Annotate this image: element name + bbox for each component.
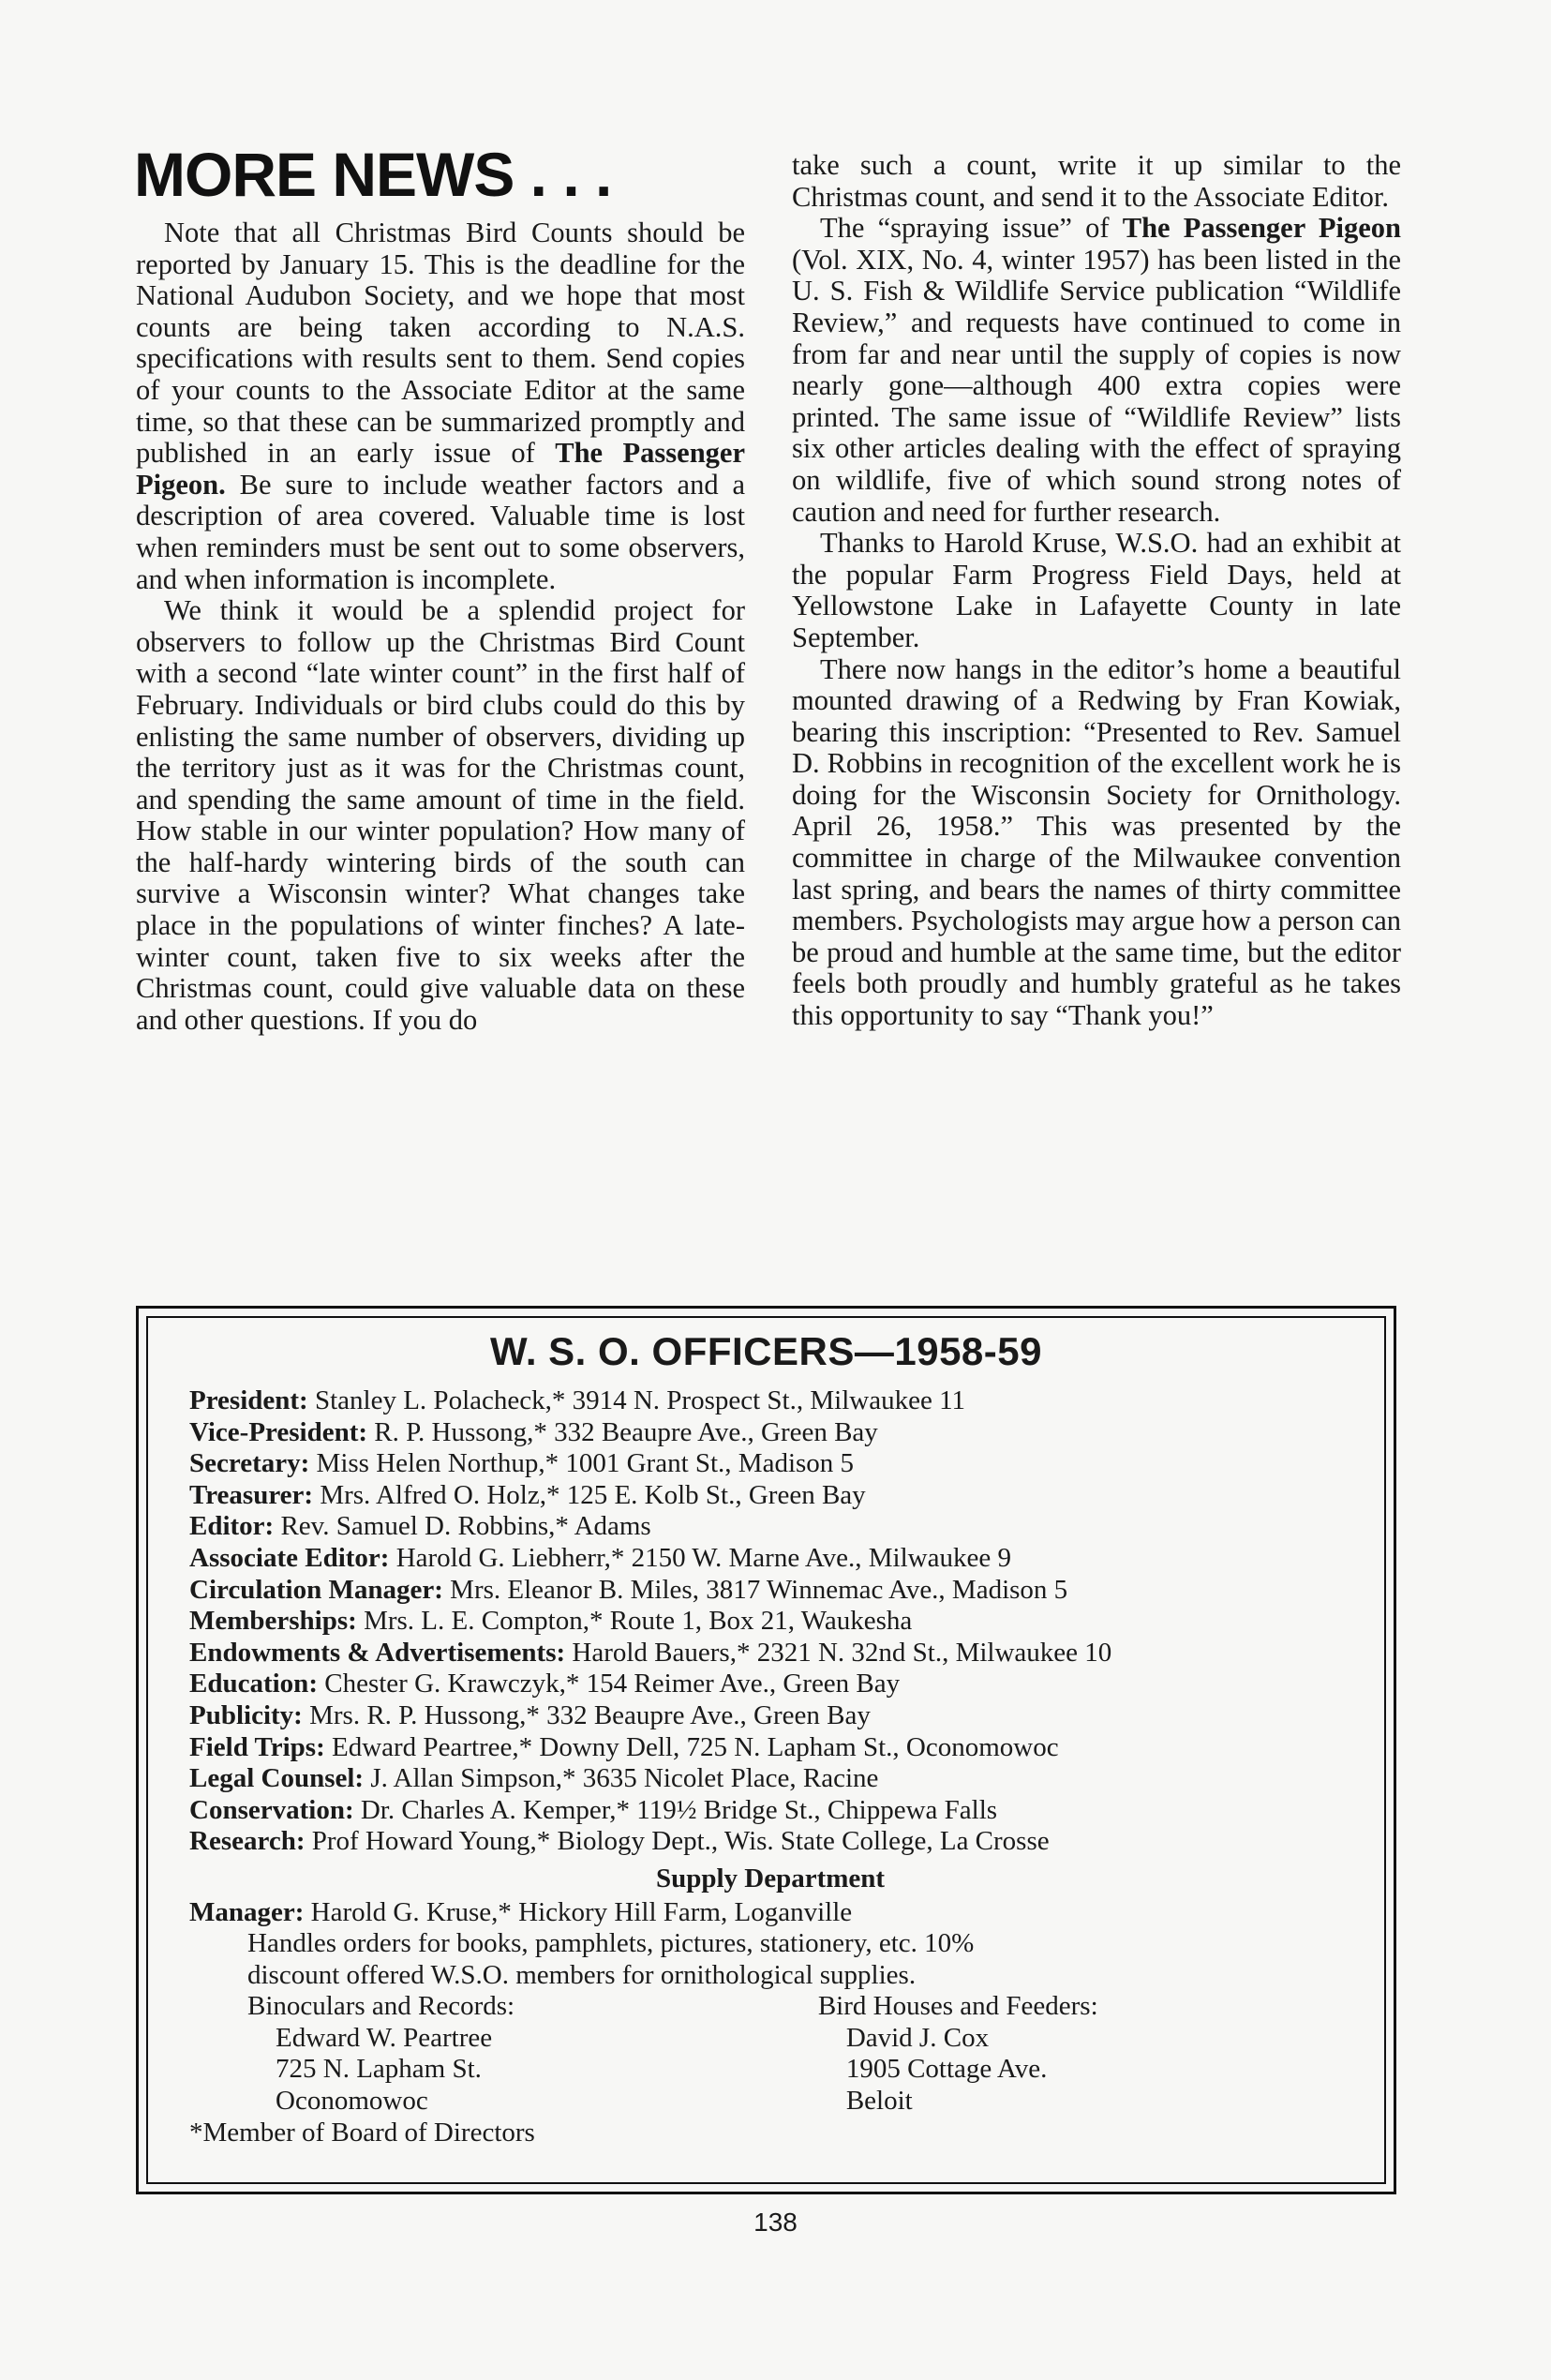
binoculars-heading: Binoculars and Records:	[247, 1991, 515, 2022]
officer-details: Harold G. Kruse,* Hickory Hill Farm, Loganville	[304, 1896, 853, 1927]
officer-entry	[189, 1732, 1370, 1764]
officer-entry	[189, 1417, 1370, 1449]
contact-line: 1905 Cottage Ave.	[845, 2054, 1048, 2085]
contact-line: Edward W. Peartree	[276, 2022, 493, 2053]
paragraph-text: Note that all Christmas Bird Counts should be reported by January 15. This is the deadline for the National Audubon Society, and we hope that most counts are being taken according to N.A.S. specifications with results sent to them. Send copies of your counts to the Associate Editor at the same time, so that these can be summarized promptly and published in an early issue of	[136, 217, 745, 470]
officer-details: Mrs. Eleanor B. Miles, 3817 Winnemac Ave., Madison 5	[442, 1574, 1068, 1605]
officer-details: Harold G. Liebherr,* 2150 W. Marne Ave., Milwaukee 9	[389, 1542, 1011, 1573]
page-number: 138	[753, 2208, 798, 2237]
officer-entry	[189, 1543, 1370, 1575]
contact-line: 725 N. Lapham St.	[276, 2054, 482, 2085]
officer-role: Endowments & Advertisements:	[189, 1637, 566, 1668]
officer-role: Conservation:	[189, 1794, 354, 1825]
officers-box	[136, 1306, 1396, 2194]
bird-houses-contact	[818, 1991, 1370, 2117]
officer-role: Publicity:	[189, 1699, 303, 1730]
right-column	[792, 150, 1401, 1032]
officer-details: Mrs. R. P. Hussong,* 332 Beaupre Ave., Green Bay	[302, 1699, 871, 1730]
officer-role: Memberships:	[189, 1606, 357, 1637]
supply-contacts	[189, 1991, 1370, 2117]
officer-role: Circulation Manager:	[189, 1574, 443, 1605]
officers-title: W. S. O. OFFICERS—1958-59	[490, 1329, 1042, 1373]
officer-role: Research:	[189, 1826, 306, 1857]
officers-box-inner-border	[146, 1316, 1386, 2184]
paragraph-redwing-drawing: There now hangs in the editor’s home a beautiful mounted drawing of a Redwing by Fran Kowiak, bearing this inscription: “Presented to Rev. Samuel D. Robbins in recognition of the excellent work he is doing for the Wisconsin Society for Ornithology. April 26, 1958.” This was presented by the committee in charge of the Milwaukee convention last spring, and bears the names of thirty committee members. Psychologists may argue how a person can be proud and humble at the same time, but the editor feels both proudly and humbly grateful as he takes this opportunity to say “Thank you!”	[792, 652, 1401, 1032]
supply-department-heading: Supply Department	[655, 1863, 886, 1894]
officer-details: R. P. Hussong,* 332 Beaupre Ave., Green Bay	[367, 1416, 878, 1447]
paragraph-late-winter-count: We think it would be a splendid project for observers to follow up the Christmas Bird Count with a second “late winter count” in the first half of February. Individuals or bird clubs could do this by enlisting the same number of observers, dividing up the territory just as it was for the Christmas count, and spending the same amount of time in the field. How stable in our winter population? How many of the half-hardy wintering birds of the south can survive a Wisconsin winter? What changes take place in the populations of winter finches? A late-winter count, taken five to six weeks after the Christmas count, could give valuable data on these and other questions. If you do	[136, 594, 745, 1036]
officer-entry	[189, 1826, 1370, 1858]
officer-entry	[189, 1763, 1370, 1795]
officer-role: Education:	[189, 1669, 318, 1699]
paragraph-continuation: take such a count, write it up similar to the Christmas count, and send it to the Associate Editor.	[792, 149, 1401, 213]
officer-entry	[189, 1638, 1370, 1669]
officer-details: Chester G. Krawczyk,* 154 Reimer Ave., Green Bay	[317, 1669, 901, 1699]
supply-manager	[189, 1897, 1370, 1929]
officer-entry	[189, 1575, 1370, 1607]
officer-details: Edward Peartree,* Downy Dell, 725 N. Lapham St., Oconomowoc	[324, 1731, 1059, 1762]
officer-role: Associate Editor:	[189, 1542, 390, 1573]
officer-details: Harold Bauers,* 2321 N. 32nd St., Milwaukee 10	[565, 1637, 1112, 1668]
headline: MORE NEWS . . .	[134, 140, 612, 209]
officer-details: Rev. Samuel D. Robbins,* Adams	[274, 1511, 651, 1542]
officer-entry	[189, 1700, 1370, 1732]
officer-details: Miss Helen Northup,* 1001 Grant St., Madison 5	[309, 1448, 855, 1479]
bird-houses-heading: Bird Houses and Feeders:	[817, 1991, 1098, 2022]
officer-role: Field Trips:	[189, 1731, 325, 1762]
officer-details: Stanley L. Polacheck,* 3914 N. Prospect St., Milwaukee 11	[307, 1385, 965, 1415]
officer-role: Vice-President:	[189, 1416, 368, 1447]
paragraph-text: (Vol. XIX, No. 4, winter 1957) has been listed in the U. S. Fish & Wildlife Service publication “Wildlife Review,” and requests have continued to come in from far and near until the supply of copies is now nearly gone—although 400 extra copies were printed. The same issue of “Wildlife Review” lists six other articles dealing with the effect of spraying on wildlife, five of which sound strong notes of caution and need for further research.	[792, 243, 1401, 528]
paragraph-spraying-issue	[792, 213, 1401, 528]
binoculars-contact	[247, 1991, 818, 2117]
officer-role: Editor:	[189, 1511, 275, 1542]
officer-role: Legal Counsel:	[189, 1763, 365, 1794]
officer-details: Prof Howard Young,* Biology Dept., Wis. State College, La Crosse	[305, 1826, 1050, 1857]
officer-entry	[189, 1480, 1370, 1512]
paragraph-farm-progress: Thanks to Harold Kruse, W.S.O. had an exhibit at the popular Farm Progress Field Days, held at Yellowstone Lake in Lafayette County in late September.	[792, 527, 1401, 653]
contact-line: David J. Cox	[845, 2022, 990, 2053]
officer-details: Mrs. L. E. Compton,* Route 1, Box 21, Waukesha	[356, 1606, 913, 1637]
paragraph-text: The “spraying issue” of	[820, 212, 1123, 245]
supply-description-line: Handles orders for books, pamphlets, pictures, stationery, etc. 10%	[247, 1928, 975, 1959]
officer-details: Mrs. Alfred O. Holz,* 125 E. Kolb St., Green Bay	[313, 1479, 866, 1510]
paragraph-text: Be sure to include weather factors and a description of area covered. Valuable time is lost when reminders must be sent out to some observers, and when information is incomplete.	[136, 468, 745, 595]
officer-entry	[189, 1385, 1370, 1417]
officer-role: Treasurer:	[189, 1479, 314, 1510]
officer-role: President:	[189, 1385, 308, 1415]
left-column	[136, 141, 745, 1036]
officer-details: Dr. Charles A. Kemper,* 119½ Bridge St., Chippewa Falls	[353, 1794, 998, 1825]
board-footnote: *Member of Board of Directors	[189, 2117, 535, 2148]
journal-title: The Passenger Pigeon	[1122, 212, 1401, 245]
officer-entry	[189, 1795, 1370, 1827]
officer-entry	[189, 1448, 1370, 1480]
officer-role: Manager:	[189, 1896, 305, 1927]
contact-line: Beloit	[845, 2086, 913, 2117]
officer-entry	[189, 1511, 1370, 1543]
officers-list	[189, 1385, 1370, 2148]
officer-entry	[189, 1669, 1370, 1700]
officer-details: J. Allan Simpson,* 3635 Nicolet Place, Racine	[364, 1763, 879, 1794]
supply-description-line: discount offered W.S.O. members for ornithological supplies.	[247, 1959, 917, 1990]
journal-title: The Passenger Pigeon.	[136, 437, 745, 501]
paragraph-christmas-counts	[136, 217, 745, 595]
officer-entry	[189, 1606, 1370, 1638]
officer-role: Secretary:	[189, 1448, 310, 1479]
contact-line: Oconomowoc	[276, 2086, 428, 2117]
